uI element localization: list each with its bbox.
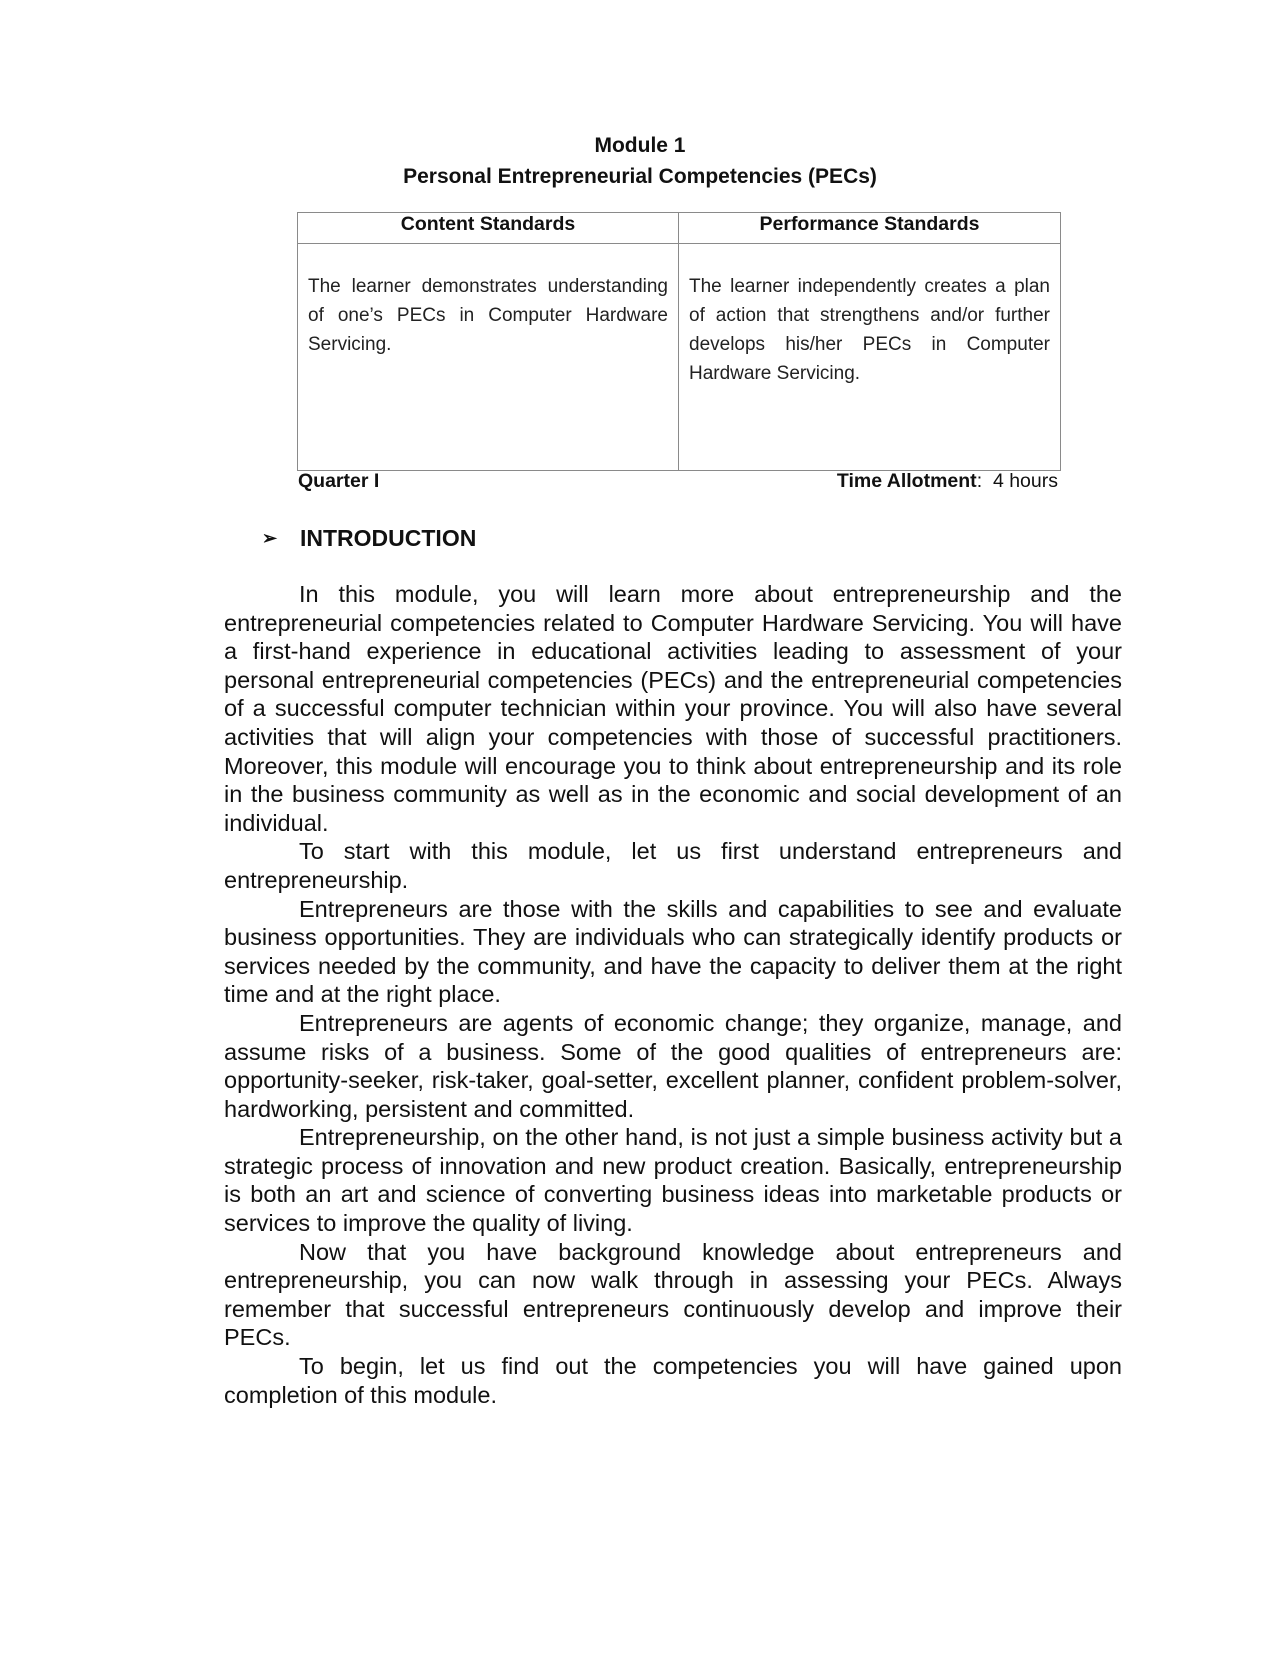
time-allotment-value: 4 hours	[992, 470, 1058, 492]
performance-standards-header: Performance Standards	[679, 213, 1061, 244]
paragraph: Entrepreneurship, on the other hand, is not just a simple business activity but a strategic process of innovation and new product creation. Basically, entrepreneurship is both an art and science of converting business ideas into marketable products or services to improve the quality of living.	[224, 1124, 1122, 1237]
paragraph: Now that you have background knowledge about entrepreneurs and entrepreneurship, you can now walk through in assessing your PECs. Always remember that successful entrepreneurs continuously develop and improve their PECs.	[224, 1238, 1122, 1351]
standards-row	[298, 244, 1061, 471]
paragraph: Entrepreneurs are those with the skills and capabilities to see and evaluate business opportunities. They are individuals who can strategically identify products or services needed by the community, and have the capacity to deliver them at the right time and at the right place.	[224, 895, 1122, 1008]
paragraph: To begin, let us find out the competencies you will have gained upon completion of this module.	[224, 1353, 1122, 1408]
time-allotment: Time Allotment: 4 hours	[836, 470, 1058, 492]
content-standards-cell: The learner demonstrates understanding of one’s PECs in Computer Hardware Servicing.	[298, 244, 679, 471]
content-standards-header: Content Standards	[298, 213, 679, 244]
standards-table	[297, 212, 1061, 471]
paragraph: In this module, you will learn more about entrepreneurship and the entrepreneurial competencies related to Computer Hardware Servicing. You will have a first-hand experience in educational activities leading to assessment of your personal entrepreneurial competencies (PECs) and the entrepreneurial competencies of a successful computer technician within your province. You will also have several activities that will align your competencies with those of successful practitioners. Moreover, this module will encourage you to think about entrepreneurship and its role in the business community as well as in the economic and social development of an individual.	[224, 581, 1122, 836]
module-number: Module 1	[594, 134, 686, 157]
time-allotment-label: Time Allotment	[836, 470, 977, 492]
introduction-body	[224, 580, 1122, 1409]
module-title: Personal Entrepreneurial Competencies (PECs)	[403, 165, 877, 188]
standards-header-row	[298, 213, 1061, 244]
quarter-label: Quarter I	[298, 470, 380, 492]
paragraph: Entrepreneurs are agents of economic change; they organize, manage, and assume risks of a business. Some of the good qualities of entrepreneurs are: opportunity-seeker, risk-taker, goal-setter, excellent planner, confident problem-solver, hardworking, persistent and committed.	[224, 1009, 1122, 1122]
performance-standards-cell: The learner independently creates a plan of action that strengthens and/or further develops his/her PECs in Computer Hardware Servicing.	[679, 244, 1061, 471]
introduction-heading	[262, 523, 476, 553]
paragraph: To start with this module, let us first understand entrepreneurs and entrepreneurship.	[224, 838, 1122, 893]
arrow-bullet-icon: ➢	[262, 528, 278, 548]
introduction-heading-text: INTRODUCTION	[300, 525, 477, 551]
